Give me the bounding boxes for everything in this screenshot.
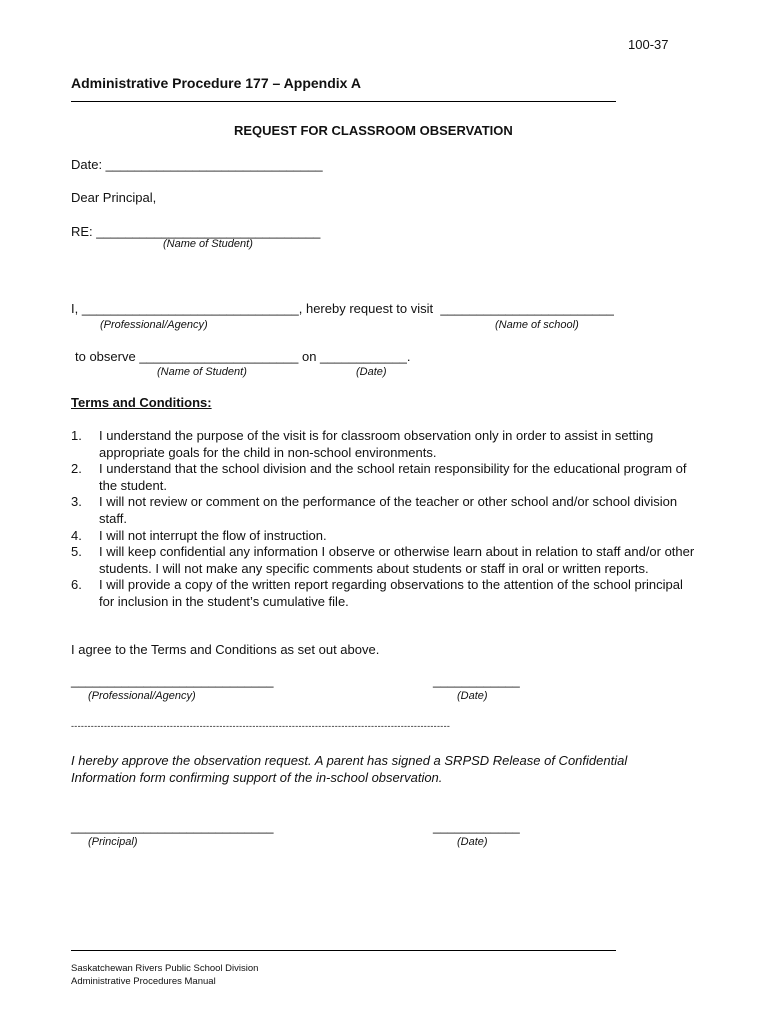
term-text: I will not review or comment on the performance of the teacher or other school and/or school division staff. — [99, 494, 678, 526]
footer-rule — [71, 950, 616, 951]
term-item — [71, 461, 701, 494]
page-number: 100-37 — [628, 37, 669, 52]
principal-date-caption: (Date) — [457, 836, 488, 848]
professional-date-line: ____________ — [433, 673, 520, 688]
term-number: 4. — [71, 527, 82, 543]
header-rule — [71, 101, 616, 102]
salutation: Dear Principal, — [71, 190, 157, 205]
re-student-caption: (Name of Student) — [163, 238, 253, 250]
term-number: 1. — [71, 428, 82, 443]
term-text: I understand the purpose of the visit is for classroom observation only in order to assist in setting appropriate goals for the child in non-school environments. — [99, 428, 654, 460]
term-item — [71, 577, 701, 610]
school-caption: (Name of school) — [495, 319, 579, 331]
term-text: I will provide a copy of the written report regarding observations to the attention of the school principal for inclusion in the student’s cumulative file. — [99, 577, 683, 609]
request-line: I, ______________________________, hereby request to visit ________________________ — [71, 301, 614, 316]
term-text: I will not interrupt the flow of instruction. — [99, 527, 327, 543]
principal-date-line: ____________ — [433, 819, 520, 834]
terms-heading: Terms and Conditions: — [71, 395, 212, 410]
term-text: I will keep confidential any information I observe or otherwise learn about in relation to staff and/or other students. I will not make any specific comments about students or staff in oral or written reports. — [99, 544, 695, 576]
approval-text: I hereby approve the observation request. A parent has signed a SRPSD Release of Confidential — [71, 753, 628, 768]
observe-student-caption: (Name of Student) — [157, 366, 247, 378]
date-field: Date: ______________________________ — [71, 157, 323, 172]
term-number: 3. — [71, 494, 82, 510]
agree-text: I agree to the Terms and Conditions as set out above. — [71, 642, 380, 657]
principal-signature-line: ____________________________ — [71, 819, 274, 834]
observe-date-caption: (Date) — [356, 366, 387, 378]
dashed-divider: ------------------------------------------------------------------------------------------------------------------- — [71, 721, 451, 731]
observe-line: to observe ______________________ on ____________. — [75, 349, 411, 364]
header-title: Administrative Procedure 177 – Appendix A — [71, 75, 361, 91]
approval-text-continued: Information form confirming support of the in-school observation. — [71, 770, 443, 785]
professional-signature-line: ____________________________ — [71, 673, 274, 688]
term-item — [71, 544, 701, 577]
terms-list — [71, 428, 701, 611]
form-title: REQUEST FOR CLASSROOM OBSERVATION — [234, 123, 513, 138]
term-text: I understand that the school division and the school retain responsibility for the educational program of the student. — [99, 461, 687, 493]
term-number: 5. — [71, 544, 82, 560]
principal-signature-caption: (Principal) — [88, 836, 138, 848]
professional-date-caption: (Date) — [457, 690, 488, 702]
term-number: 6. — [71, 577, 82, 593]
term-item — [71, 428, 701, 461]
footer-division-name: Saskatchewan Rivers Public School Division — [71, 963, 259, 974]
professional-caption: (Professional/Agency) — [100, 319, 208, 331]
professional-signature-caption: (Professional/Agency) — [88, 690, 196, 702]
term-number: 2. — [71, 461, 82, 477]
footer-manual-name: Administrative Procedures Manual — [71, 976, 216, 987]
re-student-field: RE: _______________________________ — [71, 224, 321, 239]
term-item — [71, 494, 701, 527]
term-item — [71, 528, 701, 545]
